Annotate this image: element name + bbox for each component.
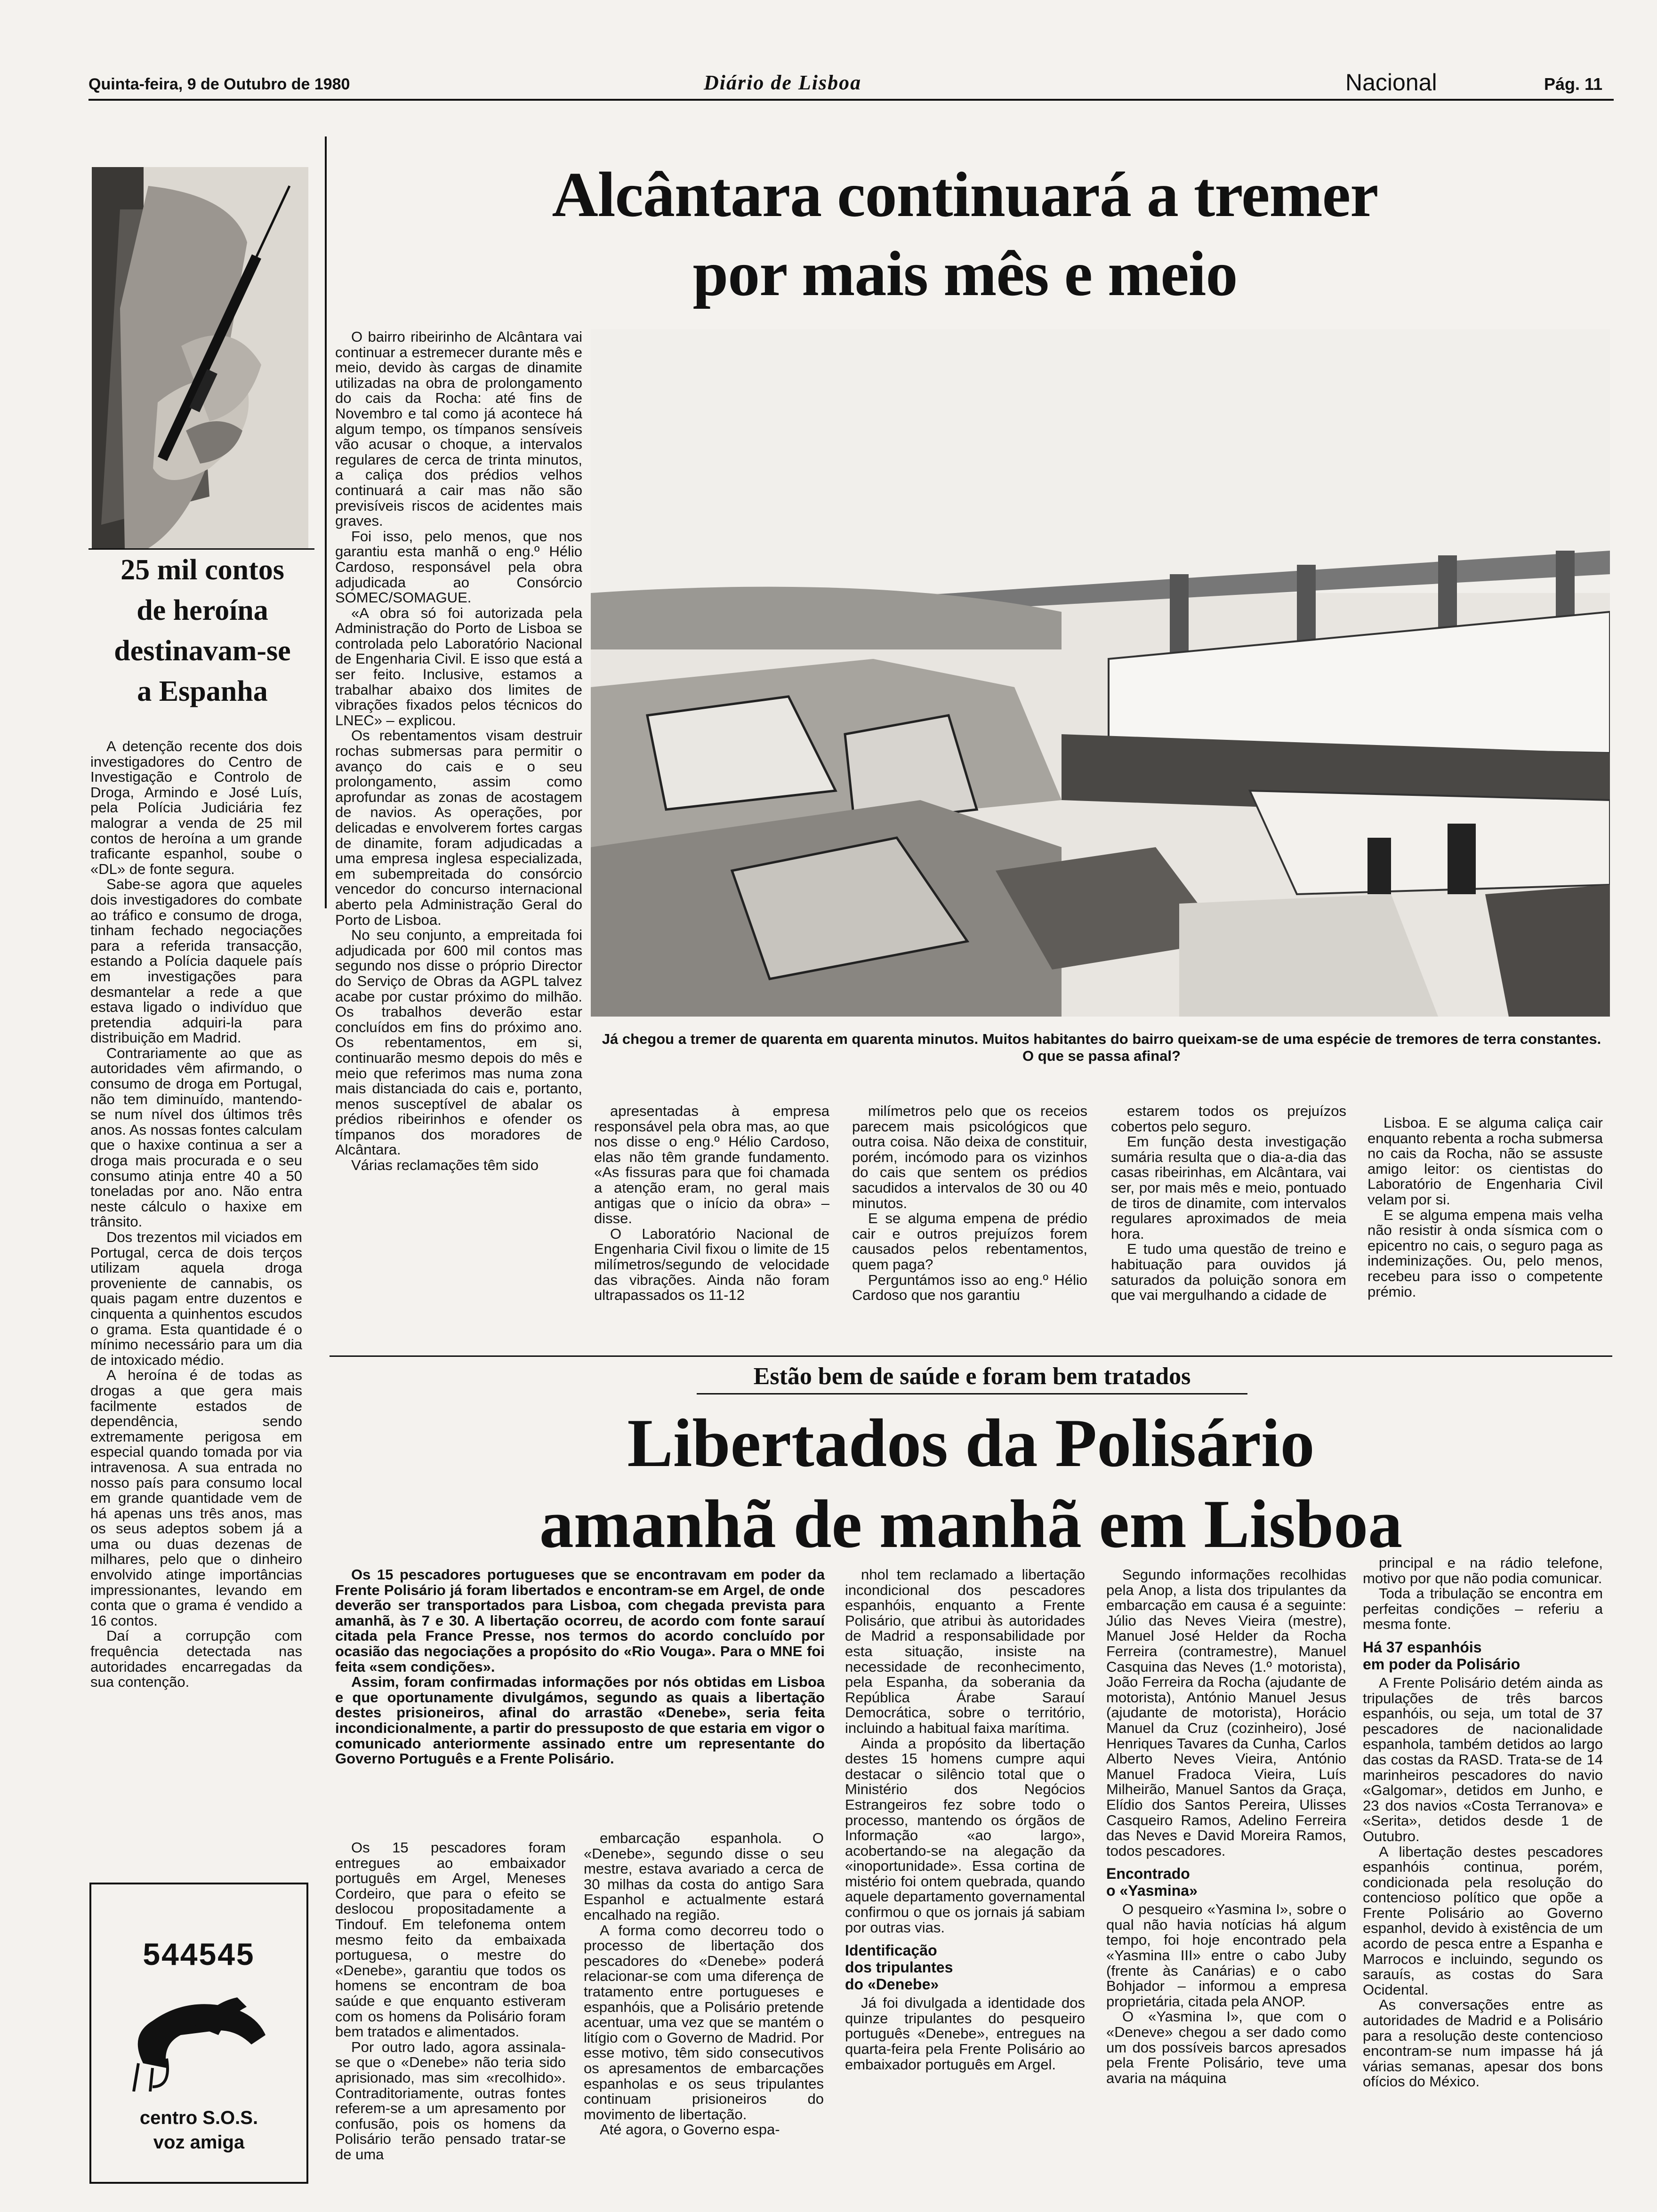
left-column-rule [325,136,327,908]
top-story-bottom-rule [330,1355,1612,1357]
bottom-col-e [1363,1555,1603,2090]
paragraph: Lisboa. E se alguma caliça cair enquanto rebenta a rocha submersa no cais da Rocha, não se assuste amigo leitor: os cientistas do Laboratório de Engenharia Civil velam por si. [1367,1114,1603,1208]
telephone-hand-icon [124,1993,275,2092]
bottom-col-b [584,1831,824,2138]
paragraph: E tudo uma questão de treino e habituação para ouvidos já saturados da poluição sonora em que vai mergulhando a cidade de [1111,1241,1346,1304]
left-headline-line: 25 mil contos [121,554,284,586]
paragraph: O pesqueiro «Yasmina I», sobre o qual não havia notícias há algum tempo, foi hoje encontrado pela «Yasmina III» entre o cabo Juby (frente às Canárias) e o cabo Bohjador – informou a empresa proprietária, citada pela ANOP. [1106,1901,1346,2010]
top-headline-line: por mais mês e meio [692,239,1238,309]
paragraph: Em função desta investigação sumária resulta que o dia-a-dia das casas ribeirinhas, em Alcântara, vai ser, por mais mês e meio, pontuado de tiros de dinamite, com intervalos regulares aproximados de meia hora. [1111,1133,1346,1242]
paragraph: Os rebentamentos visam destruir rochas submersas para permitir o avanço do cais e o seu prolongamento, assim como aprofundar as zonas de acostagem de navios. As operações, por delicadas e envolverem fortes cargas de dinamite, foram adjudicadas a uma empresa inglesa especializada, em subempreitada do consórcio vencedor do concurso internacional aberto pela Administração Geral do Porto de Lisboa. [335,727,582,928]
sos-box [89,1883,308,2184]
subhead-encontrado [1106,1865,1346,1899]
top-headline-line: Alcântara continuará a tremer [552,160,1378,230]
header-rule [88,99,1614,101]
paragraph: Daí a corrupção com frequência detectada nas autoridades encarregadas da sua contenção. [90,1627,302,1691]
paragraph: Assim, foram confirmadas informações por nós obtidas em Lisboa e que oportunamente divulgámos, segundo as quais a libertação destes prisioneiros, afinal do arrastão «Denebe», seria feita incondicionalmente, a partir do pressuposto de que estaria em vigor o comunicado anteriormente assinado entre um representante do Governo Português e a Frente Polisário. [335,1674,825,1767]
paragraph: O Laboratório Nacional de Engenharia Civil fixou o limite de 15 milímetros/segundo de velocidade das vibrações. Ainda não foram ultrapassados os 11-12 [594,1225,829,1304]
sos-label-line: voz amiga [153,2132,245,2153]
bottom-kicker [697,1362,1247,1395]
masthead: Diário de Lisboa [704,71,862,94]
paragraph: O «Yasmina I», que com o «Deneve» chegou a ser dado como um dos possíveis barcos apresados pela Frente Polisário, teve uma avaria na máquina [1106,2008,1346,2086]
paragraph: nhol tem reclamado a libertação incondicional dos pescadores espanhóis, enquanto a Frente Polisário, que atribui às autoridades de Madrid a responsabilidade por esta situação, insiste na necessidade de reconhecimento, pela Espanha, da soberania da República Árabe Sarauí Democrática, sobre o território, incluindo a habitual faixa marítima. [845,1566,1085,1736]
sos-label-line: centro S.O.S. [139,2108,258,2128]
bottom-kicker-text: Estão bem de saúde e foram bem tratados [753,1363,1191,1390]
paragraph: Os 15 pescadores portugueses que se encontravam em poder da Frente Polisário já foram libertados e encontram-se em Argel, de onde deverão ser transportados para Lisboa, com chegada prevista para amanhã, às 7 e 30. A libertação ocorreu, de acordo com fonte sarauí citada pela France Presse, nos termos do acordo concluído por ocasião das negociações a propósito do «Rio Vouga». Para o MNE foi feita «sem condições». [335,1566,825,1675]
top-story-col5 [1367,1115,1603,1299]
paragraph: Perguntámos isso ao eng.º Hélio Cardoso que nos garantiu [852,1271,1087,1304]
top-headline [330,155,1601,313]
bottom-col-a [335,1840,566,2162]
paragraph: Várias reclamações têm sido [351,1157,539,1174]
alcantara-photo [591,329,1610,1017]
syringe-hand-illustration [92,167,308,548]
paragraph: «A obra só foi autorizada pela Administração do Porto de Lisboa se controlada pelo Laboratório Nacional de Engenharia Civil. E isso que está a ser feito. Inclusive, estamos a trabalhar abaixo dos limites de vibrações fixados pelos técnicos do LNEC» – explicou. [335,604,582,729]
paragraph: apresentadas à empresa responsável pela obra mas, ao que nos disse o eng.º Hélio Cardoso, elas não têm grande fundamento. «As fissuras para que foi chamada a atenção eram, no geral mais antigas que o início da obra» – disse. [594,1103,829,1227]
left-headline [89,550,315,712]
top-story-col4 [1111,1104,1346,1303]
paragraph: A heroína é de todas as drogas a que gera mais facilmente estados de dependência, sendo extremamente perigosa em especial quando tomada por via intravenosa. A sua entrada no nosso país para consumo local em grande quantidade vem de há apenas uns três anos, mas os seus adeptos sobem já a uma ou duas dezenas de milhares, pelo que o dinheiro envolvido atinge importâncias impressionantes, levando em conta que o grama é vendido a 16 contos. [90,1367,302,1629]
paragraph: E se alguma empena mais velha não resistir à onda sísmica com o epicentro no cais, o seguro paga as indeminizações. Ou, pelo menos, recebeu para isso o competente prémio. [1367,1206,1603,1300]
paragraph: Foi isso, pelo menos, que nos garantiu esta manhã o eng.º Hélio Cardoso, responsável pela obra adjudicada ao Consórcio SOMEC/SOMAGUE. [335,528,582,606]
subhead-line: Encontrado [1106,1865,1190,1883]
paragraph: Ainda a propósito da libertação destes 15 homens cumpre aqui destacar o silêncio total que o Ministério dos Negócios Estrangeiros fez sobre todo o processo, mantendo os órgãos de Informação «ao largo», acobertando-se na alegação da «inoportunidade». Essa cortina de mistério foi ontem quebrada, quando aquele departamento governamental confirmou o que os jornais já sabiam por outras vias. [845,1735,1085,1936]
paragraph: Segundo informações recolhidas pela Anop, a lista dos tripulantes da embarcação em causa é a seguinte: Júlio das Neves Vieira (mestre), Manuel José Helder da Rocha Ferreira (contramestre), Manuel Casquina das Neves (1.º motorista), João Ferreira da Rocha (ajudante de motorista), António Manuel Jesus (ajudante de motorista), Horácio Manuel da Cruz (cozinheiro), José Henriques Tavares da Cunha, Carlos Alberto Neves Vieira, António Manuel Fradoca Vieira, Luís Milheirão, Manuel Santos da Graça, Elídio dos Santos Pereira, Ulisses Casqueiro Ramos, Adelino Ferreira das Neves e David Moreira Ramos, todos pescadores. [1106,1566,1346,1859]
bottom-col-d [1106,1567,1346,2086]
paragraph: E se alguma empena de prédio cair e outros prejuízos forem causados pelos rebentamentos, quem paga? [852,1210,1087,1273]
bottom-headline-line: amanhã de manhã em Lisboa [539,1486,1403,1562]
sos-label [91,2106,306,2155]
paragraph: Os 15 pescadores foram entregues ao embaixador português em Argel, Meneses Cordeiro, que para o efeito se deslocou propositadamente a Tindouf. Em telefonema ontem mesmo feito da embaixada portuguesa, o mestre do «Denebe», garantiu que todos os homens se encontram de boa saúde e que enquanto estiveram com os homens da Polisário foram bem tratados e alimentados. [335,1839,566,2040]
paragraph: A Frente Polisário detém ainda as tripulações de três barcos espanhóis, ou seja, um total de 37 pescadores de nacionalidade espanhola, também detidos ao largo das costas da RASD. Trata-se de 14 marinheiros pescadores do navio «Galgomar», detidos em Junho, e 23 dos navios «Costa Terranova» e «Serita», detidos desde 1 de Outubro. [1363,1674,1603,1844]
photo-caption: Já chegou a tremer de quarenta em quarenta minutos. Muitos habitantes do bairro queixam-se de uma espécie de tremores de terra constantes. O que se passa afinal? [602,1031,1601,1064]
paragraph: Dos trezentos mil viciados em Portugal, cerca de dois terços utilizam aquela droga proveniente de cannabis, os quais pagam entre duzentos e cinquenta a quinhentos escudos o grama. Esta quantidade é o mínimo necessário para um dia de intoxicado médio. [90,1229,302,1368]
paragraph: embarcação espanhola. O «Denebe», segundo disse o seu mestre, estava avariado a cerca de 30 milhas da costa do antigo Sara Espanhol e actualmente estará encalhado na região. [584,1830,824,1923]
sos-phone-number: 544545 [143,1937,255,1972]
paragraph: As conversações entre as autoridades de Madrid e a Polisário para a resolução deste contencioso encontram-se num impasse há já várias semanas, apesar dos bons ofícios do México. [1363,1996,1603,2090]
subhead-espanhois [1363,1639,1603,1673]
left-headline-line: a Espanha [137,675,268,707]
top-story-col3 [852,1104,1087,1303]
alcantara-rooftops-illustration [591,329,1610,1017]
subhead-line: Há 37 espanhóis [1363,1638,1482,1656]
left-headline-line: destinavam-se [114,635,291,667]
top-story-col2 [594,1104,829,1303]
section-label: Nacional [1345,69,1437,96]
left-headline-line: de heroína [137,594,268,626]
header-date: Quinta-feira, 9 de Outubro de 1980 [88,75,350,93]
subhead-identificacao [845,1942,1085,1993]
paragraph: A detenção recente dos dois investigadores do Centro de Investigação e Controlo de Droga, Armindo e José Luís, pela Polícia Judiciária fez malograr a venda de 25 mil contos de heroína a um grande traficante espanhol, soube o «DL» de fonte segura. [90,738,302,877]
paragraph: principal e na rádio telefone, motivo por que não podia comunicar. [1363,1555,1603,1587]
paragraph: milímetros pelo que os receios parecem mais psicológicos que outra coisa. Não deixa de constituir, porém, incómodo para os vizinhos do cais que sentem os prédios sacudidos a intervalos de 30 ou 40 minutos. [852,1103,1087,1211]
paragraph: Toda a tribulação se encontra em perfeitas condições – referiu a mesma fonte. [1363,1585,1603,1633]
page-number: Pág. 11 [1544,74,1603,94]
left-story-body [90,739,302,1690]
paragraph: Até agora, o Governo espa- [600,2121,780,2138]
paragraph: A libertação destes pescadores espanhóis continua, porém, condicionada pela resolução do contencioso político que opõe a Frente Polisário ao Governo espanhol, devido à existência de um acordo de pesca entre a Espanha e Marrocos e incluindo, segundo os sarauís, as costas do Sara Ocidental. [1363,1843,1603,1998]
bottom-headline-line: Libertados da Polisário [627,1405,1315,1481]
syringe-photo [92,167,308,548]
subhead-line: Identificação [845,1942,937,1959]
subhead-line: do «Denebe» [845,1976,939,1993]
paragraph: Já foi divulgada a identidade dos quinze tripulantes do pesqueiro português «Denebe», entregues na quarta-feira pela Frente Polisário ao embaixador português em Argel. [845,1995,1085,2073]
paragraph: A forma como decorreu todo o processo de libertação dos pescadores do «Denebe» poderá relacionar-se com uma diferença de tratamento entre portugueses e espanhóis, que a Polisário pretende acentuar, uma vez que se mantém o litígio com o Governo de Madrid. Por esse motivo, têm sido consecutivos os apresamentos de embarcações espanholas e os seus tripulantes continuam prisioneiros do movimento de libertação. [584,1922,824,2123]
subhead-line: dos tripulantes [845,1959,953,1976]
paragraph: No seu conjunto, a empreitada foi adjudicada por 600 mil contos mas segundo nos disse o próprio Director do Serviço de Obras da AGPL talvez acabe por custar próximo do milhão. Os trabalhos deverão estar concluídos em fins do próximo ano. Os rebentamentos, em si, continuarão mesmo depois do mês e meio que referimos mas numa zona mais distanciada do cais e, portanto, menos susceptível de abalar os prédios ribeirinhos e ofender os tímpanos dos moradores de Alcântara. [335,927,582,1158]
paragraph: Sabe-se agora que aqueles dois investigadores do combate ao tráfico e consumo de droga, tinham fechado negociações para a referida transacção, estando a Polícia daquele país em investigações para desmantelar a rede a que estava ligado o indivíduo que pretendia adquiri-la para distribuição em Madrid. [90,876,302,1046]
bottom-col-c [845,1567,1085,2072]
subhead-line: o «Yasmina» [1106,1882,1198,1899]
paragraph: Contrariamente ao que as autoridades vêm afirmando, o consumo de droga em Portugal, não tem diminuído, mantendo-se num nível dos últimos três anos. As nossas fontes calculam que o haxixe continua a ser a droga mais procurada e o seu consumo atinja entre 40 a 50 toneladas por ano. Não entra neste cálculo o haxixe em trânsito. [90,1044,302,1230]
bottom-headline [330,1403,1612,1564]
subhead-line: em poder da Polisário [1363,1655,1520,1673]
top-story-col1 [335,329,582,1173]
paragraph: O bairro ribeirinho de Alcântara vai continuar a estremecer durante mês e meio, devido às cargas de dinamite utilizadas na obra de prolongamento do cais da Rocha: até fins de Novembro e tal como já acontece há algum tempo, os tímpanos sensíveis vão acusar o choque, a intervalos regulares de cerca de trinta minutos, a caliça dos prédios velhos continuará a cair mas não são previsíveis riscos de acidentes mais graves. [335,329,582,529]
bottom-lead [335,1567,825,1767]
paragraph: Por outro lado, agora assinala-se que o «Denebe» não teria sido aprisionado, mas sim «recolhido». Contraditoriamente, outras fontes referem-se a um apresamento por confusão, pois os homens da Polisário terão pensado tratar-se de uma [335,2038,566,2163]
paragraph: estarem todos os prejuízos cobertos pelo seguro. [1111,1103,1346,1135]
